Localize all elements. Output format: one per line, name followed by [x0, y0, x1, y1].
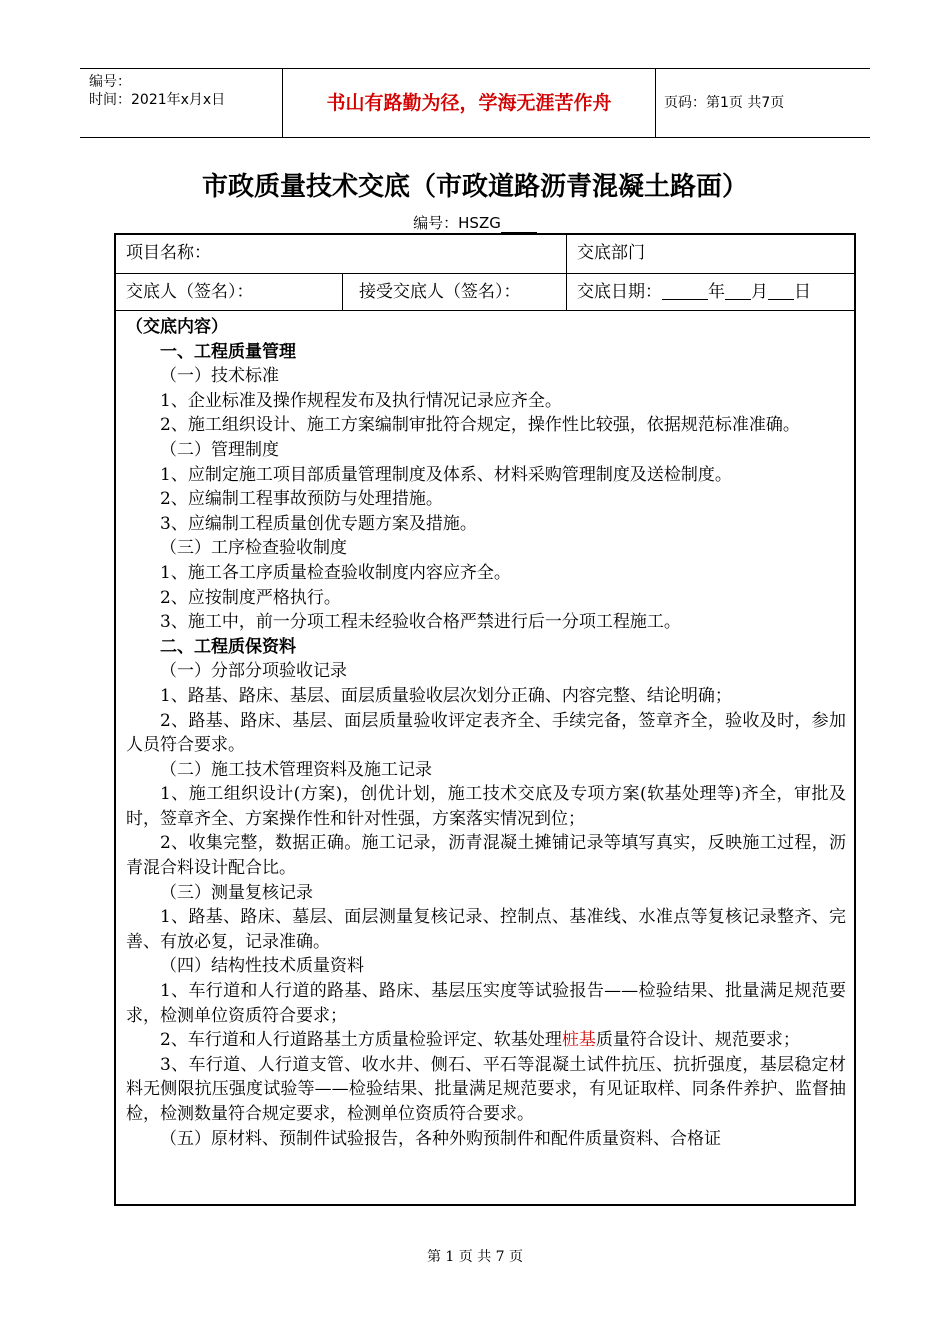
header-page-info: 页码：第1页 共7页: [664, 95, 785, 111]
subsection-heading: （一）分部分项验收记录: [160, 661, 347, 682]
year-label: 年: [708, 282, 725, 302]
disclosure-date-label: 交底日期：: [577, 282, 662, 302]
subsection-heading: （一）技术标准: [160, 366, 279, 387]
document-title: 市政质量技术交底（市政道路沥青混凝土路面）: [201, 172, 748, 202]
list-item: 2、路基、路床、基层、面层质量验收评定表齐全、手续完备，签章齐全，验收及时，参加人员符合要求。: [126, 710, 846, 756]
serial-label: 编号：: [89, 74, 131, 90]
dept-cell: [567, 235, 854, 273]
header-meta-cell: [80, 69, 283, 137]
list-item: 1、应制定施工项目部质量管理制度及体系、材料采购管理制度及送检制度。: [160, 464, 732, 485]
list-item: 2、施工组织设计、施工方案编制审批符合规定，操作性比较强，依据规范标准准确。: [160, 415, 800, 436]
form-row-signatures: [116, 274, 854, 311]
list-item: 1、路基、路床、墓层、面层测量复核记录、控制点、基准线、水准点等复核记录整齐、完善、有放必复，记录准确。: [126, 907, 846, 952]
list-item: 1、企业标准及操作规程发布及执行情况记录应齐全。: [160, 390, 562, 411]
month-blank: [725, 277, 751, 300]
list-item: 3、应编制工程质量创优专题方案及措施。: [160, 513, 477, 534]
form-row-project: [116, 235, 854, 274]
section-heading: 二、工程质保资料: [160, 636, 296, 657]
subsection-heading: （二）管理制度: [160, 439, 279, 460]
header-motto: 书山有路勤为径，学海无涯苦作舟: [283, 69, 656, 137]
list-item: 1、施工组织设计(方案)，创优计划，施工技术交底及专项方案(软基处理等)齐全，审批及时，签章齐全、方案操作性和针对性强，方案落实情况到位；: [126, 784, 846, 829]
list-item: 1、车行道和人行道的路基、路床、基层压实度等试验报告——检验结果、批量满足规范要求，检测单位资质符合要求；: [126, 981, 846, 1026]
doc-no-blank: [501, 218, 537, 233]
section-heading: 一、工程质量管理: [160, 341, 296, 362]
highlighted-term: 桩基: [561, 1030, 596, 1051]
list-item: 3、施工中，前一分项工程未经验收合格严禁进行后一分项工程施工。: [160, 612, 681, 633]
dept-label: 交底部门: [577, 243, 645, 263]
date-line: 时间：2021年x月x日: [89, 92, 226, 108]
disclosure-form: [114, 233, 856, 1206]
doc-no-label: 编号：HSZG: [413, 214, 501, 232]
subsection-heading: （三）工序检查验收制度: [160, 538, 347, 559]
day-blank: [768, 277, 794, 300]
list-item: 2、应编制工程事故预防与处理措施。: [160, 489, 443, 510]
project-name-label: 项目名称：: [126, 243, 211, 263]
content-label: （交底内容）: [126, 317, 228, 337]
list-item: 2、收集完整，数据正确。施工记录，沥青混凝土摊铺记录等填写真实，反映施工过程，沥青混合料设计配合比。: [126, 833, 846, 879]
list-item: 3、车行道、人行道支管、收水井、侧石、平石等混凝土试件抗压、抗折强度，基层稳定材料无侧限抗压强度试验等——检验结果、批量满足规范要求，有见证取样、同条件养护、监督抽检，检测数量符合规定要求，检测单位资质符合要求。: [126, 1054, 846, 1124]
list-item: 2、应按制度严格执行。: [160, 587, 341, 608]
subsection-heading: （四）结构性技术质量资料: [160, 956, 364, 977]
document-number: [0, 212, 950, 233]
list-item: [126, 1028, 846, 1053]
page-header: [80, 68, 870, 138]
receiver-label: 接受交底人（签名）：: [359, 282, 521, 302]
day-label: 日: [794, 282, 811, 302]
date-cell: [567, 274, 854, 310]
month-label: 月: [751, 282, 768, 302]
year-blank: [662, 277, 708, 300]
list-item-text: 2、车行道和人行道路基土方质量检验评定、软基处理: [160, 1030, 562, 1051]
list-item: 1、施工各工序质量检查验收制度内容应齐全。: [160, 562, 511, 583]
project-name-cell: [116, 235, 567, 273]
list-item: 1、路基、路床、基层、面层质量验收层次划分正确、内容完整、结论明确；: [160, 685, 732, 706]
subsection-heading: （五）原材料、预制件试验报告，各种外购预制件和配件质量资料、合格证: [160, 1128, 721, 1149]
discloser-label: 交底人（签名）：: [126, 282, 254, 302]
subsection-heading: （三）测量复核记录: [160, 882, 313, 903]
receiver-cell: [343, 274, 567, 310]
disclosure-content: [126, 315, 846, 1151]
discloser-cell: [116, 274, 343, 310]
list-item-text: 质量符合设计、规范要求；: [595, 1030, 800, 1051]
page-footer: 第 1 页 共 7 页: [426, 1249, 524, 1265]
subsection-heading: （二）施工技术管理资料及施工记录: [160, 759, 432, 780]
